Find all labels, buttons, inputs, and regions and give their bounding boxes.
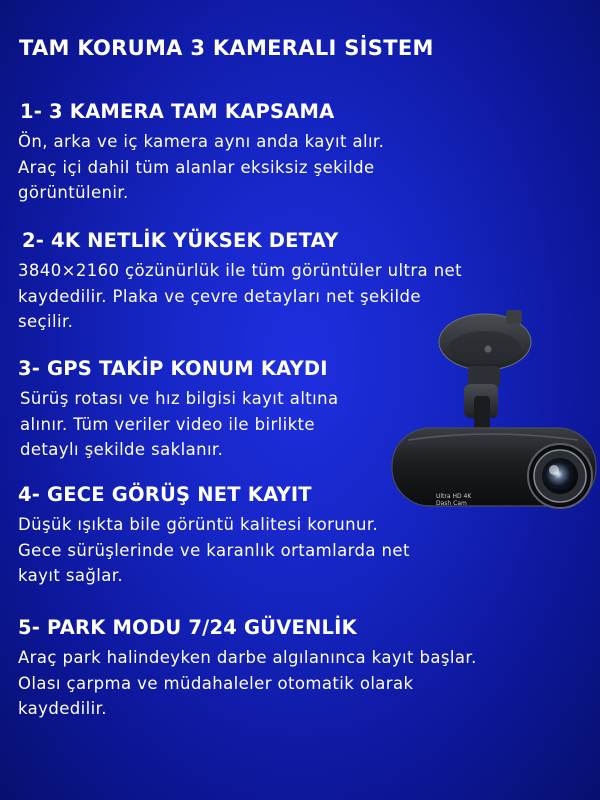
description-line: Ön, arka ve iç kamera aynı anda kayıt alır. [18,132,385,151]
description-line: Düşük ışıkta bile görüntü kalitesi korunur. [18,515,379,534]
description-line: alınır. Tüm veriler video ile birlikte [20,414,315,434]
description-line: görüntülenir. [18,183,129,202]
dash-cam-image [388,300,598,535]
description-line: Gece sürüşlerinde ve karanlık ortamlarda net [18,540,410,560]
feature-description [18,512,410,589]
description-line: Araç içi dahil tüm alanlar eksiksiz şekilde [18,157,375,177]
description-line: 3840×2160 çözünürlük ile tüm görüntüler ultra net [18,261,462,280]
feature-heading: 5- PARK MODU 7/24 GÜVENLİK [18,616,357,639]
feature-description [18,645,477,722]
feature-section-1 [18,100,384,206]
feature-section-5 [18,616,477,722]
description-line: Araç park halindeyken darbe algılanınca kayıt başlar. [18,648,477,667]
product-label: Ultra HD 4K [436,493,472,500]
description-line: Olası çarpma ve müdahaleler otomatik olarak [18,673,414,693]
description-line: kaydedilir. [18,699,107,718]
feature-heading: 3- GPS TAKİP KONUM KAYDI [18,357,328,380]
description-line: seçilir. [18,312,74,331]
description-line: kaydedilir. Plaka ve çevre detayları net şekilde [18,286,421,306]
description-line: detaylı şekilde saklanır. [20,440,224,459]
feature-heading: 2- 4K NETLİK YÜKSEK DETAY [22,229,339,252]
feature-description [20,386,339,463]
feature-section-3 [18,357,339,463]
description-line: kayıt sağlar. [18,566,124,585]
page-title: TAM KORUMA 3 KAMERALI SİSTEM [19,36,434,60]
product-label: Dash Cam [436,500,467,507]
feature-heading: 4- GECE GÖRÜŞ NET KAYIT [18,483,312,506]
feature-section-4 [18,483,410,589]
feature-heading: 1- 3 KAMERA TAM KAPSAMA [20,100,335,123]
description-line: Sürüş rotası ve hız bilgisi kayıt altına [20,389,339,408]
feature-description [18,129,384,206]
